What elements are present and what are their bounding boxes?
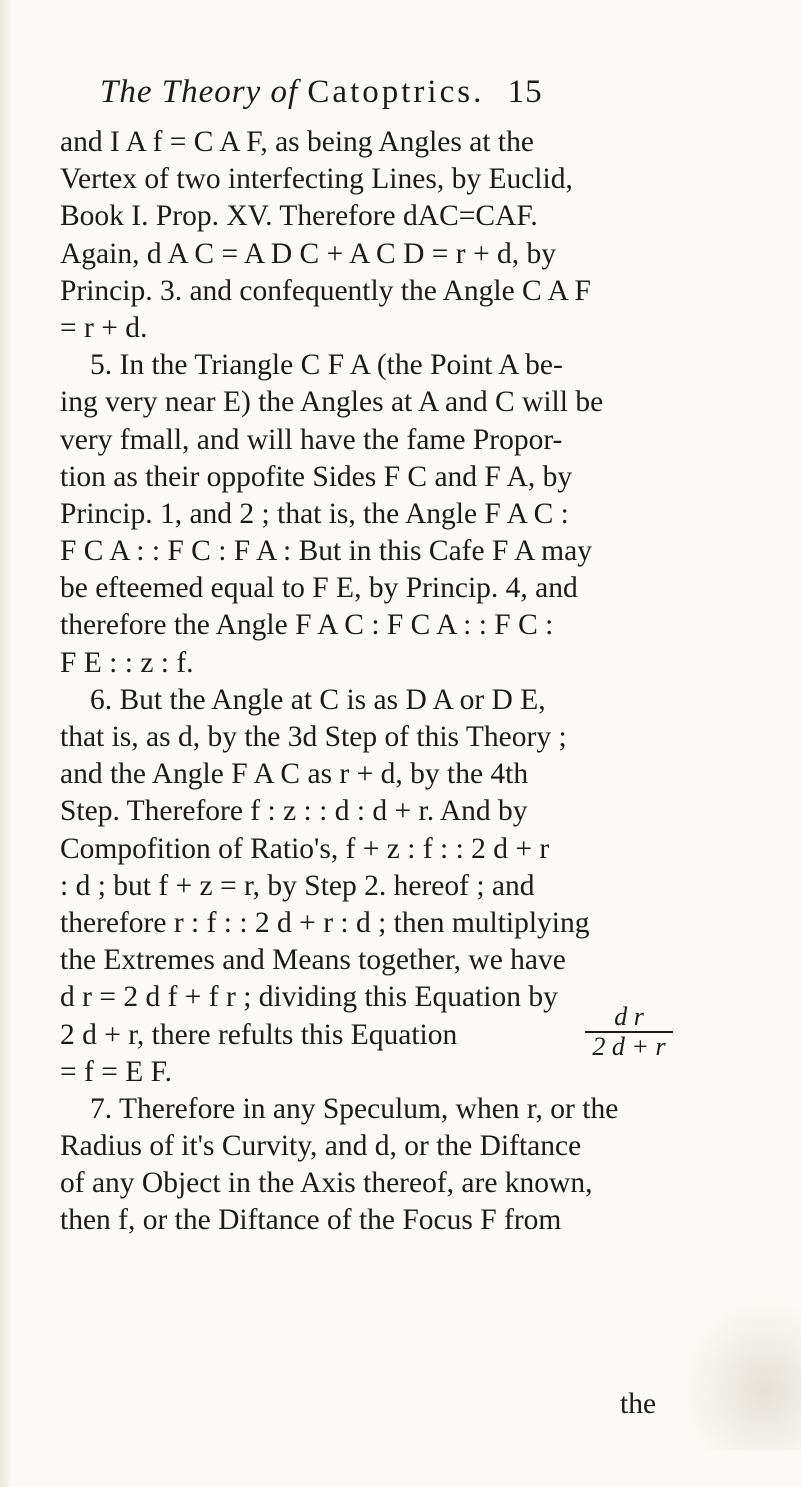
text-line: Step. Therefore f : z : : d : d + r. And by <box>60 795 528 828</box>
text-line: and the Angle F A C as r + d, by the 4th <box>60 758 529 791</box>
text-line: tion as their oppofite Sides F C and F A, by <box>60 460 573 493</box>
text-line-with-fraction <box>60 1001 670 1061</box>
header-title-caps: Catoptrics. <box>307 74 485 110</box>
text-line: therefore the Angle F A C : F C A : : F C : <box>60 609 554 642</box>
text-line: Vertex of two interfecting Lines, by Euclid, <box>60 163 573 196</box>
equation-fraction <box>585 1003 673 1061</box>
text-line: that is, as d, by the 3d Step of this Theory ; <box>60 721 567 753</box>
page-gutter-shadow <box>0 0 10 1487</box>
text-line: be efteemed equal to F E, by Princip. 4, and <box>60 572 578 605</box>
paper-stain <box>681 1300 801 1450</box>
text-line: then f, or the Diftance of the Focus F from <box>60 1204 562 1237</box>
text-line: of any Object in the Axis thereof, are known, <box>60 1167 593 1200</box>
text-line: 7. Therefore in any Speculum, when r, or the <box>90 1092 619 1125</box>
catchword: the <box>620 1388 657 1420</box>
fraction-denominator: 2 d + r <box>592 1031 666 1061</box>
text-line: F E : : z : f. <box>60 646 194 679</box>
text-line: F C A : : F C : F A : But in this Cafe F A may <box>60 535 592 568</box>
text-line: Book I. Prop. XV. Therefore dAC=CAF. <box>60 200 538 233</box>
text-line: ing very near E) the Angles at A and C will be <box>60 386 604 419</box>
fraction-numerator: d r <box>614 1001 644 1031</box>
text-line: d r = 2 d f + f r ; dividing this Equation by <box>60 981 558 1014</box>
text-line: 6. But the Angle at C is as D A or D E, <box>90 683 546 716</box>
text-line: Again, d A C = A D C + A C D = r + d, by <box>60 237 556 270</box>
text-line: : d ; but f + z = r, by Step 2. hereof ; and <box>60 869 535 902</box>
text-line: and I A f = C A F, as being Angles at the <box>60 126 534 158</box>
page-number: 15 <box>507 74 543 110</box>
text-line: 2 d + r, there refults this Equation <box>60 1018 458 1051</box>
text-line: Princip. 1, and 2 ; that is, the Angle F A C : <box>60 497 569 530</box>
text-line: Radius of it's Curvity, and d, or the Diftance <box>60 1130 582 1163</box>
body-text <box>60 124 670 1240</box>
text-line: Compofition of Ratio's, f + z : f : : 2 d + r <box>60 832 550 865</box>
header-title-italic: The Theory of <box>100 74 299 110</box>
text-line: 5. In the Triangle C F A (the Point A be- <box>90 349 563 382</box>
text-line: Princip. 3. and confequently the Angle C A F <box>60 274 591 307</box>
text-line: = f = E F. <box>60 1055 173 1088</box>
text-line: very fmall, and will have the fame Propor- <box>60 423 563 456</box>
text-line: therefore r : f : : 2 d + r : d ; then multiplying <box>60 906 590 939</box>
text-line: the Extremes and Means together, we have <box>60 944 566 977</box>
text-line: = r + d. <box>60 311 148 344</box>
running-header <box>100 74 700 118</box>
